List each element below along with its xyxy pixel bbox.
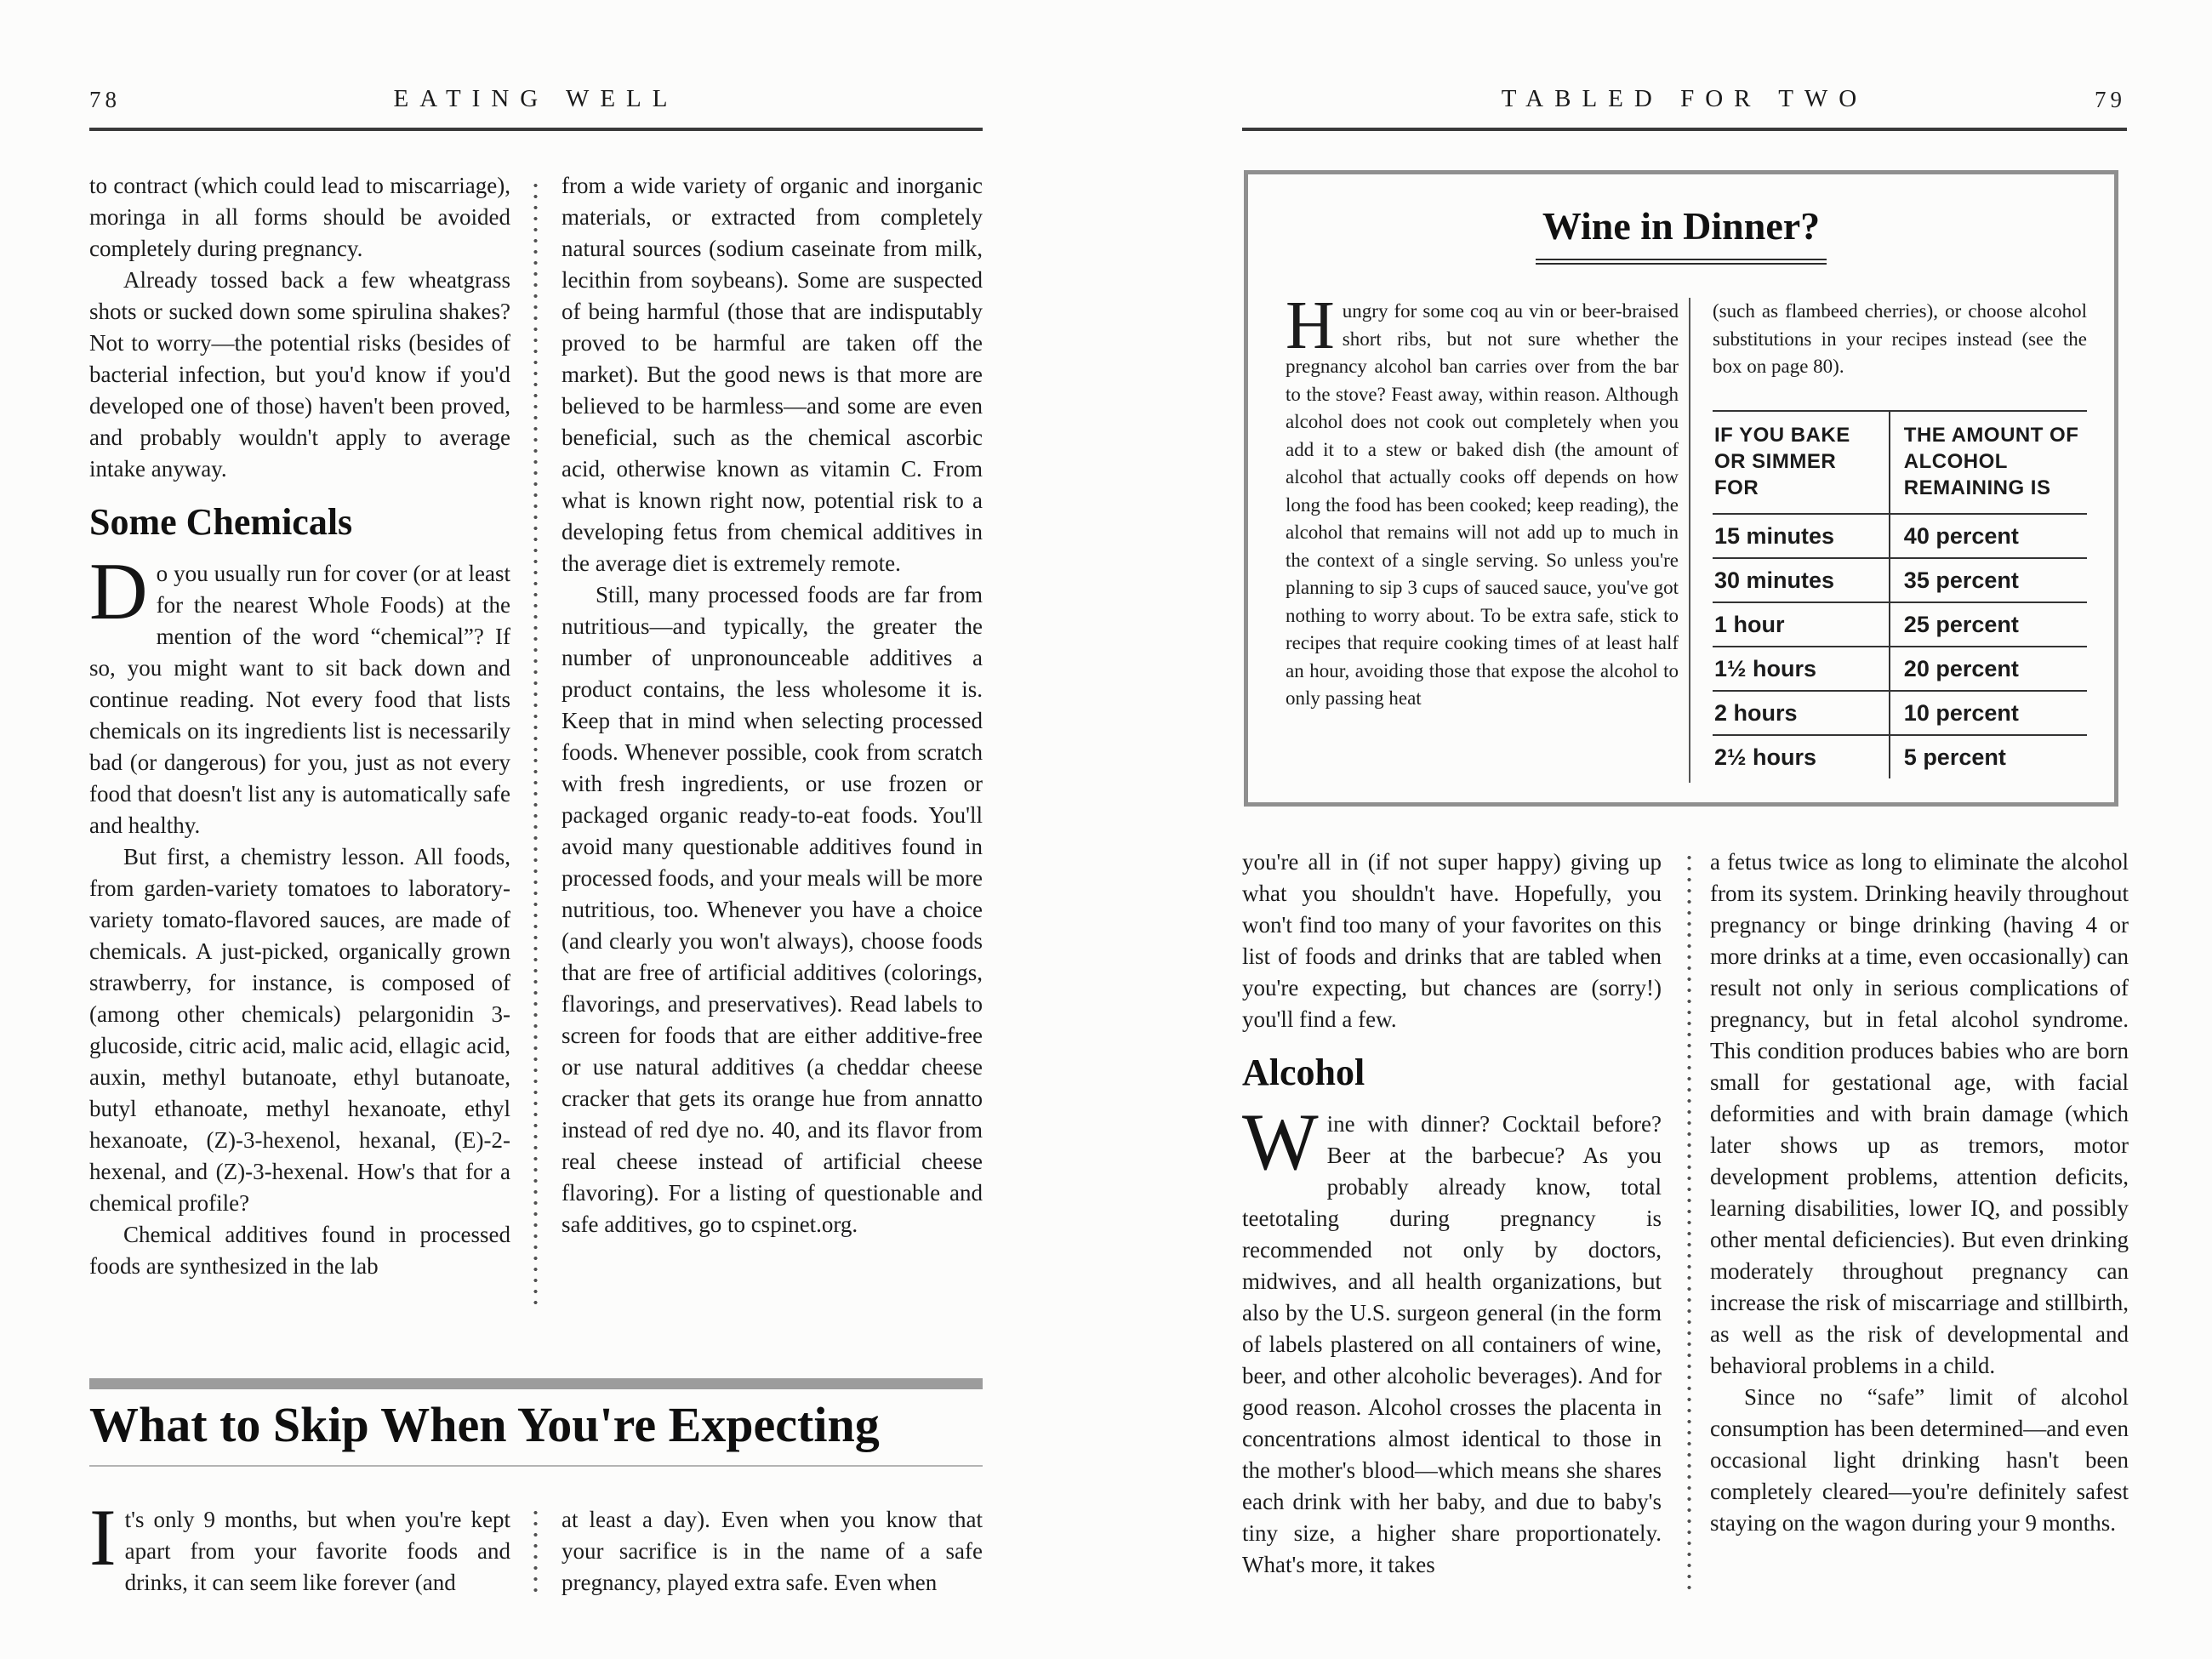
box-column-2 <box>1713 298 2087 801</box>
right-column-1 <box>1242 847 1662 1581</box>
feature-column-2 <box>562 1504 983 1599</box>
wine-in-dinner-box <box>1244 170 2118 807</box>
paragraph: Still, many processed foods are far from nutritious—and typically, the greater the number of unpronounceable additives a product contains, the less wholesome it is. Keep that in mind when selecting processed foods. Whenever possible, cook from scratch with fresh ingredients, or use frozen or packaged organic ready-to-eat foods. You'll avoid many questionable additives found in processed foods, and your meals will be more nutritious, too. Whenever you have a choice (and clearly you won't always), choose foods that are free of artificial additives (colorings, flavorings, and preservatives). Read labels to screen for foods that are either additive-free or use natural additives (a cheddar cheese cracker that gets its orange hue from annatto instead of red dye no. 40, and its flavor from real cheese instead of artificial cheese flavoring). For a listing of questionable and safe additives, go to cspinet.org. <box>562 582 983 1237</box>
box-title: Wine in Dinner? <box>1248 203 2114 265</box>
column-separator-dotted <box>533 1508 538 1599</box>
drop-cap: I <box>89 1492 117 1582</box>
table-row <box>1713 646 2087 690</box>
right-column-2 <box>1710 847 2129 1539</box>
table-cell-amount: 40 percent <box>1889 515 2087 557</box>
box-column-divider <box>1689 298 1690 783</box>
drop-cap: D <box>89 546 148 636</box>
paragraph: Already tossed back a few wheatgrass shots or sucked down some spirulina shakes? Not to worry—the potential risks (besides of bacterial infection, but you'd know if you'd developed one of those) haven't been proved, and probably wouldn't apply to average intake anyway. <box>89 267 510 482</box>
table-cell-time: 15 minutes <box>1714 522 1835 549</box>
feature-divider-bar <box>89 1378 983 1389</box>
paragraph: to contract (which could lead to miscarriage), moringa in all forms should be avoided completely during pregnancy. <box>89 173 510 261</box>
paragraph: a fetus twice as long to eliminate the alcohol from its system. Drinking heavily throughout pregnancy or binge drinking (having 4 or more drinks at a time, even occasionally) can result not only in serious complications of pregnancy, but in fetal alcohol syndrome. This condition produces babies who are born small for gestational age, with facial deformities and with brain damage (which later shows up as tremors, motor development problems, attention deficits, learning disabilities, lower IQ, and possibly other mental deficiencies). But even drinking moderately throughout pregnancy can increase the risk of miscarriage and stillbirth, as well as the risk of developmental and behavioral problems in a child. <box>1710 849 2129 1378</box>
table-row <box>1713 513 2087 557</box>
table-cell-amount: 20 percent <box>1889 647 2087 690</box>
paragraph: It's only 9 months, but when you're kept apart from your favorite foods and drinks, it can seem like forever (and <box>89 1492 510 1595</box>
header-rule-right <box>1242 128 2127 131</box>
section-heading-alcohol: Alcohol <box>1242 1052 1365 1093</box>
running-head-right: TABLED FOR TWO <box>1501 85 1868 112</box>
table-cell-amount: 10 percent <box>1889 692 2087 734</box>
paragraph: Since no “safe” limit of alcohol consumption has been determined—and even occasional light drinking hasn't been completely cleared—you're definitely safest staying on the wagon during your 9 months. <box>1710 1384 2129 1536</box>
table-cell-amount: 5 percent <box>1889 736 2087 778</box>
feature-rule <box>89 1465 983 1467</box>
table-cell-time: 30 minutes <box>1714 567 1835 593</box>
table-cell-time: 1½ hours <box>1714 655 1817 681</box>
left-column-2 <box>562 170 983 1240</box>
paragraph: Hungry for some coq au vin or beer-braised short ribs, but not sure whether the pregnancy alcohol ban carries over from the bar to the stove? Feast away, within reason. Although alcohol does not cook out completely when you add it to a stew or baked dish (the amount of alcohol that actually cooks off depends on how long the food has been cooked; keep reading), the alcohol that remains will not add up to much in the context of a single serving. So unless you're planning to sip 3 cups of sauced sauce, you've got nothing to worry about. To be extra safe, stick to recipes that require cooking times of at least half an hour, avoiding those that expose the alcohol to only passing heat <box>1286 298 1679 709</box>
page-number-left: 78 <box>89 87 121 112</box>
paragraph: Do you usually run for cover (or at least for the nearest Whole Foods) at the mention of the word “chemical”? If so, you might want to sit back down and continue reading. Not every food that lists chemicals on its ingredients list is necessarily bad (or dangerous) for you, just as not every food that doesn't list any is automatically safe and healthy. <box>89 546 510 838</box>
header-rule-left <box>89 128 983 131</box>
paragraph: Wine with dinner? Cocktail before? Beer at the barbecue? As you probably already know, total teetotaling during pregnancy is recommended not only by doctors, midwives, and all health organizations, but also by the U.S. surgeon general (in the form of labels plastered on all containers of wine, beer, and other alcoholic beverages). And for good reason. Alcohol crosses the placenta in concentrations almost identical to those in the mother's blood—which means she shares each drink with her baby, and due to baby's tiny size, a higher share proportionately. What's more, it takes <box>1242 1097 1662 1577</box>
table-row <box>1713 690 2087 734</box>
paragraph: you're all in (if not super happy) giving up what you shouldn't have. Hopefully, you won't find too many of your favorites on this list of foods and drinks that are tabled when you're expecting, but chances are (sorry!) you'll find a few. <box>1242 849 1662 1032</box>
drop-cap: H <box>1286 298 1335 363</box>
running-head-left: EATING WELL <box>393 85 679 112</box>
section-heading-some-chemicals: Some Chemicals <box>89 501 353 543</box>
left-column-1 <box>89 170 510 1282</box>
table-cell-time: 1 hour <box>1714 611 1785 637</box>
table-cell-amount: 25 percent <box>1889 603 2087 646</box>
paragraph: Chemical additives found in processed foods are synthesized in the lab <box>89 1222 510 1279</box>
table-cell-amount: 35 percent <box>1889 559 2087 601</box>
table-header-cell: IF YOU BAKE OR SIMMER FOR <box>1714 423 1850 499</box>
paragraph: from a wide variety of organic and inorganic materials, or extracted from completely natural sources (sodium caseinate from milk, lecithin from soybeans). Some are suspected of being harmful (those that are indisputably proved to be harmful are taken off the market). But the good news is that more are believed to be harmless—and some are even beneficial, such as the chemical ascorbic acid, otherwise known as vitamin C. From what is known right now, potential risk to a developing fetus from chemical additives in the average diet is extremely remote. <box>562 173 983 576</box>
paragraph: But first, a chemistry lesson. All foods, from garden-variety tomatoes to laboratory-variety tomato-flavored sauces, are made of chemicals. A just-picked, organically grown strawberry, for instance, is composed of (among other chemicals) pelargonidin 3-glucoside, citric acid, malic acid, ellagic acid, auxin, methyl butanoate, ethyl butanoate, butyl ethanoate, methyl hexanoate, ethyl hexanoate, (Z)-3-hexenol, hexanal, (E)-2-hexenal, and (Z)-3-hexenal. How's that for a chemical profile? <box>89 844 510 1216</box>
table-header-cell: THE AMOUNT OF ALCOHOL REMAINING IS <box>1889 412 2087 513</box>
table-row <box>1713 557 2087 601</box>
table-header-row <box>1713 410 2087 513</box>
paragraph: (such as flambeed cherries), or choose alcohol substitutions in your recipes instead (see the box on page 80). <box>1713 300 2087 377</box>
column-separator-dotted <box>533 180 538 1305</box>
alcohol-table <box>1713 410 2087 778</box>
column-separator-dotted <box>1687 852 1691 1594</box>
table-cell-time: 2½ hours <box>1714 744 1817 770</box>
feature-title: What to Skip When You're Expecting <box>89 1397 880 1452</box>
drop-cap: W <box>1242 1097 1319 1187</box>
feature-column-1 <box>89 1492 510 1599</box>
paragraph: at least a day). Even when you know that your sacrifice is in the name of a safe pregnancy, played extra safe. Even when <box>562 1507 983 1595</box>
table-cell-time: 2 hours <box>1714 699 1798 726</box>
page-number-right: 79 <box>2095 87 2126 112</box>
table-row <box>1713 734 2087 778</box>
table-row <box>1713 601 2087 646</box>
box-column-1 <box>1286 298 1679 801</box>
